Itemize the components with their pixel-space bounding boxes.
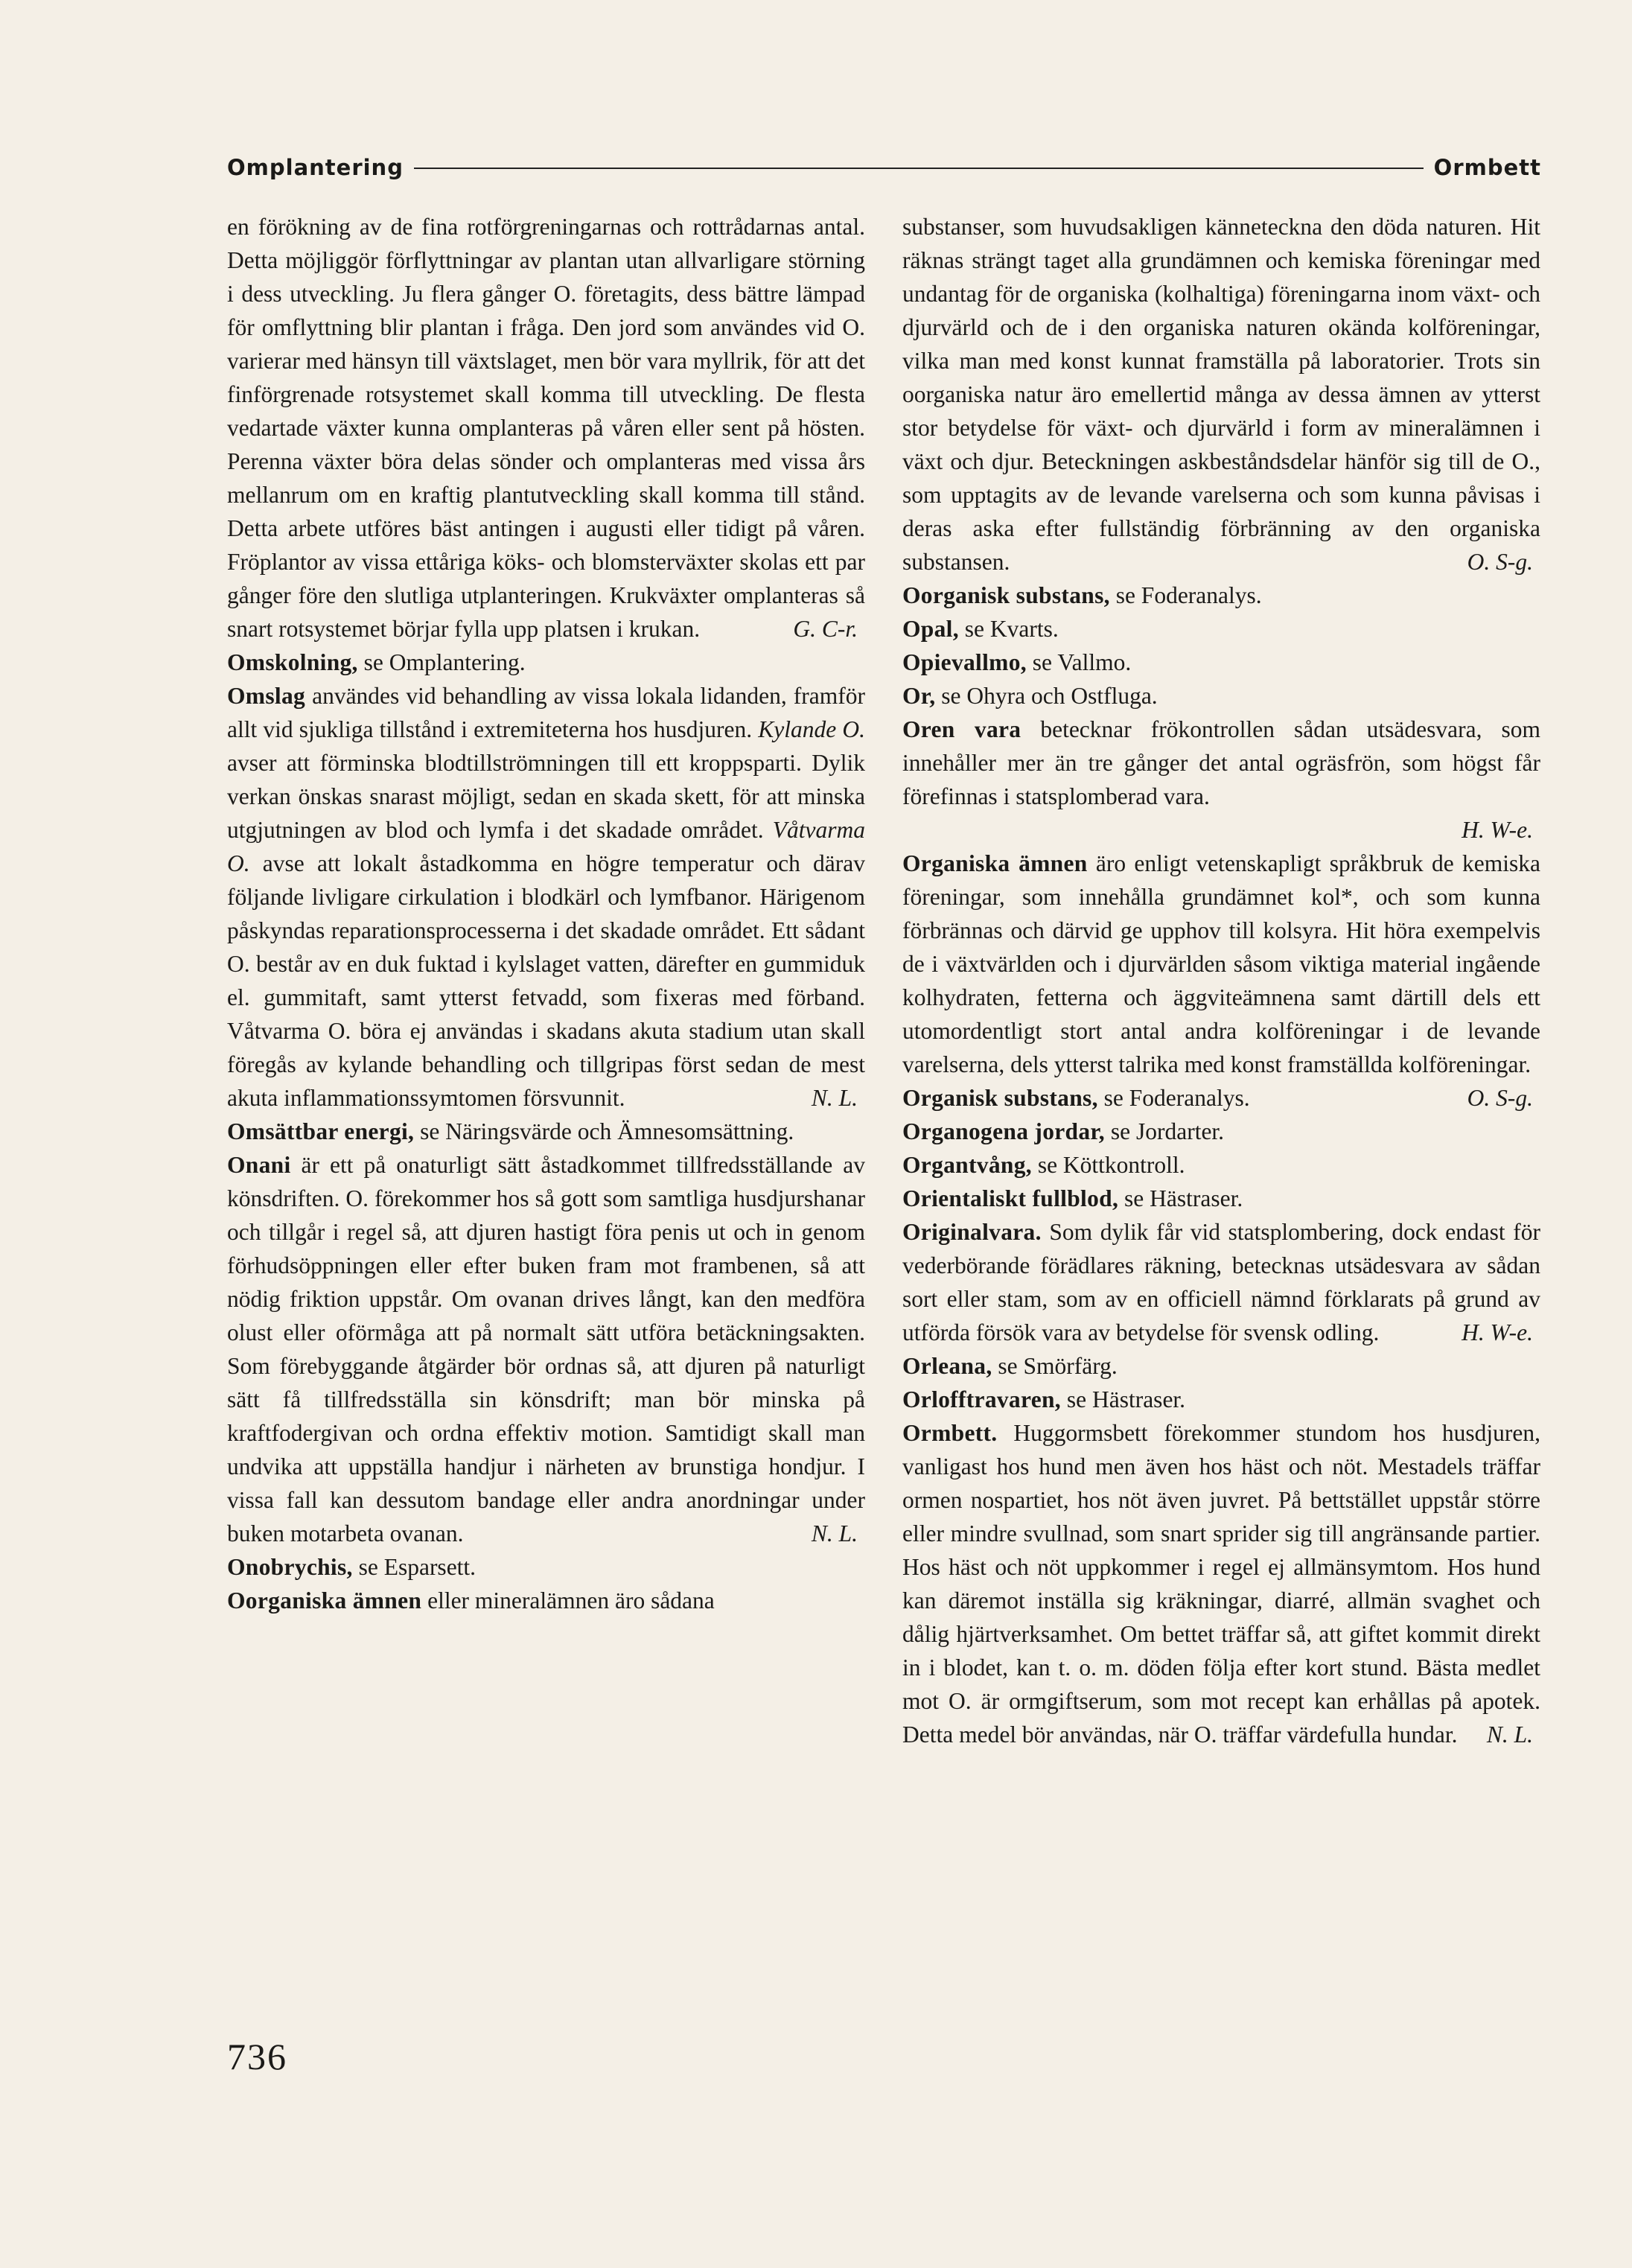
entry-continuation <box>902 210 1540 579</box>
entry-text: se Esparsett. <box>352 1554 476 1580</box>
entry-headword: Organtvång, <box>902 1152 1032 1178</box>
entry-headword: Omskolning, <box>227 649 358 675</box>
entry-omsattbar-energi <box>227 1115 865 1148</box>
entry-text: är ett på onaturligt sätt åstadkommet tillfredsställande av könsdriften. O. förekommer hos så gott som samtliga husdjurshanar och tillgår i regel så, att djuren hastigt föra penis ut och in genom förhudsöppningen eller efter buken fram mot frambenen, så att nödig friktion uppstår. Om ovanan drives långt, kan den medföra olust eller oförmåga att på normalt sätt utföra betäckningsakten. Som förebyggande åtgärder bör ordnas så, att djuren på naturligt sätt få tillfredsställa sin könsdrift; man bör minska på kraftfodergivan och ordna effektiv motion. Samtidigt skall man undvika att uppställa handjur i närheten av brunstiga hondjur. I vissa fall kan dessutom bandage eller andra anordningar under buken motarbeta ovanan. <box>227 1152 865 1546</box>
entry-text: Som dylik får vid statsplombering, dock endast för vederbörande förädlares räkning, betecknas utsädesvara av sådan sort eller stam, som av en officiell nämnd förklarats på grund av utförda försök vara av betydelse för svensk odling. <box>902 1219 1540 1345</box>
entry-oorganiska-amnen <box>227 1584 865 1617</box>
entry-headword: Opal, <box>902 616 959 642</box>
entry-headword: Onobrychis, <box>227 1554 353 1580</box>
entry-headword: Orlofftravaren, <box>902 1386 1061 1412</box>
entry-text: eller mineralämnen äro sådana <box>421 1587 715 1614</box>
author-signature: H. W-e. <box>1462 817 1533 843</box>
entry-text: betecknar frökontrollen sådan utsädesvara, som innehåller mer än tre gånger det antal ogräsfrön, som högst får förefinnas i statsplomberad vara. <box>902 716 1540 809</box>
author-signature: H. W-e. <box>1462 1319 1533 1345</box>
entry-omskolning <box>227 646 865 679</box>
author-signature: O. S-g. <box>1467 1085 1533 1111</box>
entry-onobrychis <box>227 1550 865 1584</box>
author-signature: N. L. <box>811 1520 858 1546</box>
entry-omslag <box>227 679 865 1115</box>
entry-organisk-substans <box>902 1081 1540 1115</box>
entry-opievallmo <box>902 646 1540 679</box>
entry-text: avser att förminska blodtillströmningen till ett kroppsparti. Dylik verkan önskas snarast möjligt, sedan en skada skett, för att minska utgjutningen av blod och lymfa i det skadade området. <box>227 750 865 843</box>
entry-text: se Smörfärg. <box>992 1353 1118 1379</box>
entry-text: se Ohyra och Ostfluga. <box>935 683 1158 709</box>
entry-text: äro enligt vetenskapligt språkbruk de kemiska föreningar, som innehålla grundämnet kol*, och som kunna förbrännas och därvid ge upphov till kolsyra. Hit höra exempelvis de i växtvärlden och i djurvärlden såsom viktiga material ingående kolhydraten, fetterna och äggviteämnena samt därtill dels ett utomordentligt stort antal andra kolföreningar i de levande varelserna, dels ytterst talrika med konst framställda kolföreningar. <box>902 850 1540 1077</box>
author-signature: G. C-r. <box>793 616 858 642</box>
right-column <box>902 210 1540 1751</box>
entry-headword: Onani <box>227 1152 291 1178</box>
entry-headword: Omslag <box>227 683 306 709</box>
entry-headword: Organisk substans, <box>902 1085 1098 1111</box>
entry-headword: Orientaliskt fullblod, <box>902 1185 1119 1211</box>
entry-text: se Näringsvärde och Ämnesomsättning. <box>414 1118 794 1144</box>
entry-headword: Organogena jordar, <box>902 1118 1105 1144</box>
entry-text: se Hästraser. <box>1118 1185 1243 1211</box>
author-signature: N. L. <box>811 1085 858 1111</box>
entry-or <box>902 679 1540 713</box>
running-header <box>227 151 1541 184</box>
entry-headword: Or, <box>902 683 936 709</box>
left-column <box>227 210 865 1617</box>
entry-orientaliskt-fullblod <box>902 1182 1540 1215</box>
entry-text: se Kvarts. <box>958 616 1059 642</box>
entry-headword: Orleana, <box>902 1353 992 1379</box>
entry-text: se Hästraser. <box>1060 1386 1186 1412</box>
entry-onani <box>227 1148 865 1550</box>
entry-headword: Opievallmo, <box>902 649 1027 675</box>
entry-headword: Oren vara <box>902 716 1021 742</box>
entry-oren-vara <box>902 713 1540 813</box>
entry-text: avse att lokalt åstadkomma en högre temperatur och därav följande livligare cirkulation i blodkärl och lymfbanor. Härigenom påskyndas reparationsprocesserna i det skadade området. Ett sådant O. består av en duk fuktad i kylslaget vatten, därefter en gummiduk el. gummitaft, samt ytterst fetvadd, som fixeras med förband. Våtvarma O. böra ej användas i skadans akuta stadium utan skall föregås av kylande behandling och tillgripas först sedan de mest akuta inflammationssymtomen försvunnit. <box>227 850 865 1111</box>
author-signature: O. S-g. <box>1467 549 1533 575</box>
entry-organtvang <box>902 1148 1540 1182</box>
entry-orleana <box>902 1349 1540 1383</box>
entry-text: se Jordarter. <box>1104 1118 1225 1144</box>
entry-text: Huggormsbett förekommer stundom hos husdjuren, vanligast hos hund men även hos häst och nöt. Mestadels träffar ormen nospartiet, hos nöt även juvret. På bettstället uppstår större eller mindre svullnad, som snart sprider sig till angränsande partier. Hos häst och nöt uppkommer i regel ej allmänsymtom. Hos hund kan däremot inställa sig kräkningar, diarré, allmän svaghet och dålig hjärtverksamhet. Om bettet träffar så, att giftet kommit direkt in i blodet, kan t. o. m. döden följa efter kort stund. Bästa medlet mot O. är ormgiftserum, som mot recept kan erhållas på apotek. Detta medel bör användas, när O. träffar värdefulla hundar. <box>902 1420 1540 1748</box>
entry-originalvara <box>902 1215 1540 1349</box>
entry-organogena-jordar <box>902 1115 1540 1148</box>
entry-headword: Originalvara. <box>902 1219 1042 1245</box>
running-head-left: Omplantering <box>227 151 414 184</box>
entry-text: substanser, som huvudsakligen kännetecknа den döda naturen. Hit räknas strängt taget alla grundämnen och kemiska föreningar med undantag för de organiska (kolhaltiga) föreningarna inom växt- och djurvärld och de i den organiska naturen okända kolföreningar, vilka man med konst kunnat framställa på laboratorier. Trots sin oorganiska natur äro emellertid många av dessa ämnen av ytterst stor betydelse för växt- och djurvärld i form av mineralämnen i växt och djur. Beteckningen askbeståndsdelar hänför sig till de O., som upptagits av de levande varelserna och som kunna påvisas i deras aska efter fullständig förbränning av den organiska substansen. <box>902 214 1540 575</box>
entry-oorganisk-substans <box>902 579 1540 612</box>
entry-headword: Organiska ämnen <box>902 850 1088 876</box>
entry-text: se Vallmo. <box>1026 649 1132 675</box>
entry-orlofftravaren <box>902 1383 1540 1416</box>
entry-text: se Omplantering. <box>357 649 526 675</box>
author-signature: N. L. <box>1486 1721 1533 1748</box>
entry-headword: Omsättbar energi, <box>227 1118 415 1144</box>
entry-text: se Foderanalys. <box>1097 1085 1250 1111</box>
entry-continuation <box>227 210 865 646</box>
entry-opal <box>902 612 1540 646</box>
entry-headword: Oorganisk substans, <box>902 582 1110 608</box>
entry-ormbett <box>902 1416 1540 1751</box>
page-number: 736 <box>227 2036 287 2077</box>
entry-italic: Kylande O. <box>758 716 865 742</box>
header-rule <box>227 168 1541 169</box>
entry-headword: Ormbett. <box>902 1420 998 1446</box>
entry-headword: Oorganiska ämnen <box>227 1587 422 1614</box>
entry-text: se Foderanalys. <box>1109 582 1262 608</box>
running-head-right: Ormbett <box>1424 151 1541 184</box>
entry-text: en förökning av de fina rotförgreningarnas och rottrådarnas antal. Detta möjliggör förflyttningar av plantan utan allvarligare störning i dess utveckling. Ju flera gånger O. företagits, dess bättre lämpad för omflyttning blir plantan i fråga. Den jord som användes vid O. varierar med hänsyn till växtslaget, men bör vara myllrik, för att det finförgrenade rotsystemet skall komma till utveckling. De flesta vedartade växter kunna omplanteras på våren eller sent på hösten. Perenna växter böra delas sönder och omplanteras med vissa års mellanrum om en kraftig plantutveckling skall komma till stånd. Detta arbete utföres bäst antingen i augusti eller tidigt på våren. Fröplantor av vissa ettåriga köks- och blomsterväxter skolas ett par gånger före den slutliga utplanteringen. Krukväxter omplanteras så snart rotsystemet börjar fylla upp platsen i krukan. <box>227 214 865 642</box>
entry-text: se Köttkontroll. <box>1031 1152 1185 1178</box>
entry-italic: Våtvarma O. <box>227 817 865 876</box>
entry-text: användes vid behandling av vissa lokala lidanden, framför allt vid sjukliga tillstånd i extremiteterna hos husdjuren. <box>227 683 865 742</box>
